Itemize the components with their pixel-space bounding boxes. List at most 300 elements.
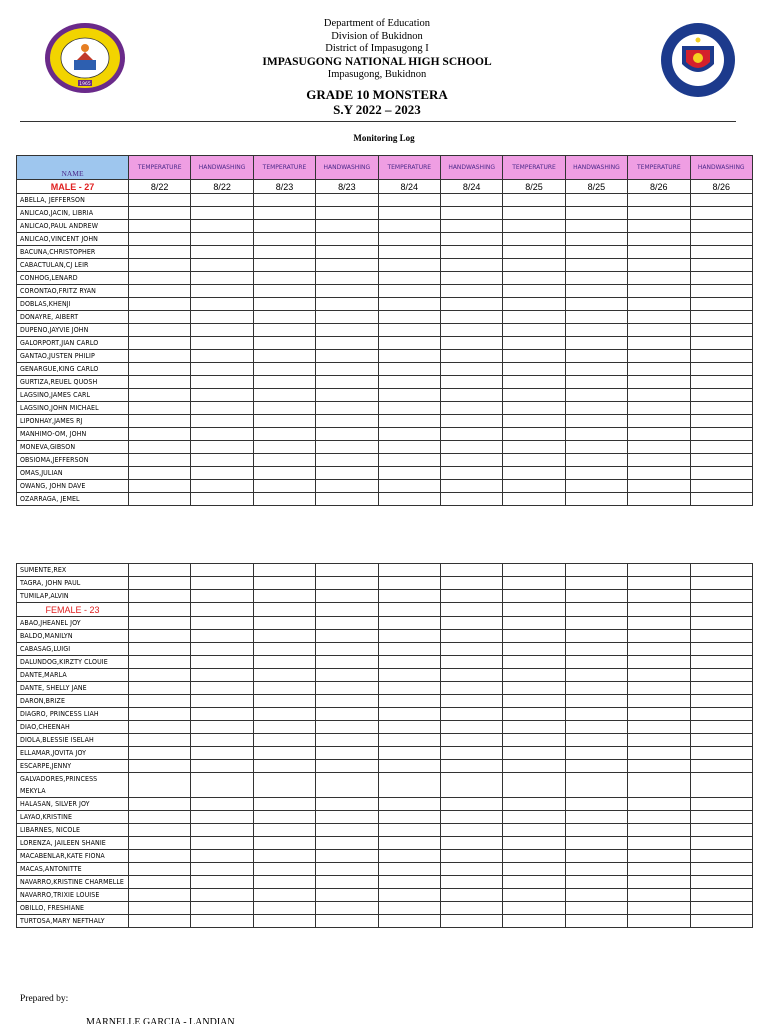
log-cell[interactable] — [565, 734, 627, 747]
log-cell[interactable] — [253, 915, 315, 928]
log-cell[interactable] — [378, 363, 440, 376]
log-cell[interactable] — [628, 760, 690, 773]
log-cell[interactable] — [129, 915, 191, 928]
log-cell[interactable] — [253, 493, 315, 506]
log-cell[interactable] — [378, 285, 440, 298]
log-cell[interactable] — [628, 915, 690, 928]
log-cell[interactable] — [129, 734, 191, 747]
log-cell[interactable] — [191, 798, 253, 811]
log-cell[interactable] — [378, 669, 440, 682]
log-cell[interactable] — [316, 760, 378, 773]
log-cell[interactable] — [378, 656, 440, 669]
log-cell[interactable] — [378, 747, 440, 760]
log-cell[interactable] — [253, 863, 315, 876]
log-cell[interactable] — [378, 480, 440, 493]
log-cell[interactable] — [690, 454, 752, 467]
log-cell[interactable] — [690, 577, 752, 590]
log-cell[interactable] — [440, 337, 502, 350]
log-cell[interactable] — [316, 798, 378, 811]
log-cell[interactable] — [690, 467, 752, 480]
log-cell[interactable] — [440, 590, 502, 603]
log-cell[interactable] — [316, 428, 378, 441]
log-cell[interactable] — [565, 760, 627, 773]
log-cell[interactable] — [565, 824, 627, 837]
log-cell[interactable] — [440, 721, 502, 734]
log-cell[interactable] — [191, 480, 253, 493]
log-cell[interactable] — [628, 747, 690, 760]
log-cell[interactable] — [378, 428, 440, 441]
log-cell[interactable] — [191, 747, 253, 760]
log-cell[interactable] — [690, 863, 752, 876]
log-cell[interactable] — [378, 259, 440, 272]
log-cell[interactable] — [503, 324, 565, 337]
log-cell[interactable] — [503, 850, 565, 863]
log-cell[interactable] — [690, 363, 752, 376]
log-cell[interactable] — [316, 682, 378, 695]
log-cell[interactable] — [191, 272, 253, 285]
log-cell[interactable] — [628, 428, 690, 441]
log-cell[interactable] — [253, 721, 315, 734]
log-cell[interactable] — [440, 493, 502, 506]
log-cell[interactable] — [378, 708, 440, 721]
log-cell[interactable] — [129, 656, 191, 669]
log-cell[interactable] — [690, 902, 752, 915]
log-cell[interactable] — [378, 734, 440, 747]
log-cell[interactable] — [253, 337, 315, 350]
log-cell[interactable] — [565, 669, 627, 682]
log-cell[interactable] — [378, 577, 440, 590]
log-cell[interactable] — [378, 837, 440, 850]
log-cell[interactable] — [316, 630, 378, 643]
log-cell[interactable] — [316, 590, 378, 603]
log-cell[interactable] — [378, 773, 440, 798]
log-cell[interactable] — [440, 298, 502, 311]
log-cell[interactable] — [253, 350, 315, 363]
log-cell[interactable] — [565, 863, 627, 876]
log-cell[interactable] — [690, 207, 752, 220]
log-cell[interactable] — [440, 311, 502, 324]
log-cell[interactable] — [378, 824, 440, 837]
log-cell[interactable] — [503, 233, 565, 246]
log-cell[interactable] — [191, 324, 253, 337]
log-cell[interactable] — [628, 324, 690, 337]
log-cell[interactable] — [628, 350, 690, 363]
log-cell[interactable] — [628, 863, 690, 876]
log-cell[interactable] — [690, 773, 752, 798]
log-cell[interactable] — [129, 760, 191, 773]
log-cell[interactable] — [628, 415, 690, 428]
log-cell[interactable] — [565, 493, 627, 506]
log-cell[interactable] — [378, 454, 440, 467]
log-cell[interactable] — [378, 876, 440, 889]
log-cell[interactable] — [191, 415, 253, 428]
log-cell[interactable] — [628, 876, 690, 889]
log-cell[interactable] — [316, 721, 378, 734]
log-cell[interactable] — [690, 798, 752, 811]
log-cell[interactable] — [690, 441, 752, 454]
log-cell[interactable] — [440, 285, 502, 298]
log-cell[interactable] — [628, 467, 690, 480]
log-cell[interactable] — [129, 298, 191, 311]
log-cell[interactable] — [316, 643, 378, 656]
log-cell[interactable] — [253, 324, 315, 337]
log-cell[interactable] — [440, 603, 502, 617]
log-cell[interactable] — [129, 617, 191, 630]
log-cell[interactable] — [253, 285, 315, 298]
log-cell[interactable] — [503, 734, 565, 747]
log-cell[interactable] — [565, 876, 627, 889]
log-cell[interactable] — [129, 246, 191, 259]
log-cell[interactable] — [440, 389, 502, 402]
log-cell[interactable] — [565, 337, 627, 350]
log-cell[interactable] — [253, 876, 315, 889]
log-cell[interactable] — [503, 467, 565, 480]
log-cell[interactable] — [440, 259, 502, 272]
log-cell[interactable] — [191, 630, 253, 643]
log-cell[interactable] — [690, 850, 752, 863]
log-cell[interactable] — [628, 734, 690, 747]
log-cell[interactable] — [191, 207, 253, 220]
log-cell[interactable] — [690, 194, 752, 207]
log-cell[interactable] — [129, 889, 191, 902]
log-cell[interactable] — [129, 590, 191, 603]
log-cell[interactable] — [378, 233, 440, 246]
log-cell[interactable] — [316, 480, 378, 493]
log-cell[interactable] — [628, 246, 690, 259]
log-cell[interactable] — [440, 850, 502, 863]
log-cell[interactable] — [503, 760, 565, 773]
log-cell[interactable] — [565, 350, 627, 363]
log-cell[interactable] — [378, 337, 440, 350]
log-cell[interactable] — [565, 454, 627, 467]
log-cell[interactable] — [565, 324, 627, 337]
log-cell[interactable] — [503, 656, 565, 669]
log-cell[interactable] — [690, 259, 752, 272]
log-cell[interactable] — [378, 721, 440, 734]
log-cell[interactable] — [690, 669, 752, 682]
log-cell[interactable] — [440, 441, 502, 454]
log-cell[interactable] — [440, 876, 502, 889]
log-cell[interactable] — [503, 337, 565, 350]
log-cell[interactable] — [503, 824, 565, 837]
log-cell[interactable] — [440, 220, 502, 233]
log-cell[interactable] — [440, 824, 502, 837]
log-cell[interactable] — [628, 773, 690, 798]
log-cell[interactable] — [378, 415, 440, 428]
log-cell[interactable] — [690, 721, 752, 734]
log-cell[interactable] — [690, 760, 752, 773]
log-cell[interactable] — [690, 656, 752, 669]
log-cell[interactable] — [690, 311, 752, 324]
log-cell[interactable] — [565, 259, 627, 272]
log-cell[interactable] — [316, 454, 378, 467]
log-cell[interactable] — [565, 837, 627, 850]
log-cell[interactable] — [129, 480, 191, 493]
log-cell[interactable] — [440, 656, 502, 669]
log-cell[interactable] — [191, 564, 253, 577]
log-cell[interactable] — [191, 682, 253, 695]
log-cell[interactable] — [191, 695, 253, 708]
log-cell[interactable] — [440, 695, 502, 708]
log-cell[interactable] — [253, 811, 315, 824]
log-cell[interactable] — [565, 311, 627, 324]
log-cell[interactable] — [129, 493, 191, 506]
log-cell[interactable] — [253, 773, 315, 798]
log-cell[interactable] — [628, 577, 690, 590]
log-cell[interactable] — [316, 350, 378, 363]
log-cell[interactable] — [316, 389, 378, 402]
log-cell[interactable] — [440, 402, 502, 415]
log-cell[interactable] — [690, 708, 752, 721]
log-cell[interactable] — [129, 603, 191, 617]
log-cell[interactable] — [565, 564, 627, 577]
log-cell[interactable] — [565, 656, 627, 669]
log-cell[interactable] — [440, 708, 502, 721]
log-cell[interactable] — [503, 603, 565, 617]
log-cell[interactable] — [503, 708, 565, 721]
log-cell[interactable] — [628, 564, 690, 577]
log-cell[interactable] — [129, 798, 191, 811]
log-cell[interactable] — [316, 577, 378, 590]
log-cell[interactable] — [378, 590, 440, 603]
log-cell[interactable] — [129, 747, 191, 760]
log-cell[interactable] — [253, 272, 315, 285]
log-cell[interactable] — [316, 467, 378, 480]
log-cell[interactable] — [440, 454, 502, 467]
log-cell[interactable] — [191, 773, 253, 798]
log-cell[interactable] — [565, 389, 627, 402]
log-cell[interactable] — [191, 734, 253, 747]
log-cell[interactable] — [690, 376, 752, 389]
log-cell[interactable] — [316, 564, 378, 577]
log-cell[interactable] — [191, 389, 253, 402]
log-cell[interactable] — [253, 695, 315, 708]
log-cell[interactable] — [503, 617, 565, 630]
log-cell[interactable] — [378, 272, 440, 285]
log-cell[interactable] — [378, 564, 440, 577]
log-cell[interactable] — [191, 721, 253, 734]
log-cell[interactable] — [628, 630, 690, 643]
log-cell[interactable] — [129, 630, 191, 643]
log-cell[interactable] — [191, 656, 253, 669]
log-cell[interactable] — [565, 643, 627, 656]
log-cell[interactable] — [316, 850, 378, 863]
log-cell[interactable] — [628, 480, 690, 493]
log-cell[interactable] — [129, 695, 191, 708]
log-cell[interactable] — [378, 389, 440, 402]
log-cell[interactable] — [191, 915, 253, 928]
log-cell[interactable] — [253, 363, 315, 376]
log-cell[interactable] — [565, 902, 627, 915]
log-cell[interactable] — [129, 811, 191, 824]
log-cell[interactable] — [440, 428, 502, 441]
log-cell[interactable] — [440, 324, 502, 337]
log-cell[interactable] — [191, 590, 253, 603]
log-cell[interactable] — [440, 915, 502, 928]
log-cell[interactable] — [253, 747, 315, 760]
log-cell[interactable] — [440, 564, 502, 577]
log-cell[interactable] — [253, 246, 315, 259]
log-cell[interactable] — [191, 708, 253, 721]
log-cell[interactable] — [440, 669, 502, 682]
log-cell[interactable] — [565, 207, 627, 220]
log-cell[interactable] — [503, 194, 565, 207]
log-cell[interactable] — [129, 721, 191, 734]
log-cell[interactable] — [690, 493, 752, 506]
log-cell[interactable] — [253, 402, 315, 415]
log-cell[interactable] — [378, 630, 440, 643]
log-cell[interactable] — [378, 246, 440, 259]
log-cell[interactable] — [253, 220, 315, 233]
log-cell[interactable] — [628, 233, 690, 246]
log-cell[interactable] — [440, 798, 502, 811]
log-cell[interactable] — [253, 467, 315, 480]
log-cell[interactable] — [440, 747, 502, 760]
log-cell[interactable] — [129, 863, 191, 876]
log-cell[interactable] — [565, 721, 627, 734]
log-cell[interactable] — [503, 246, 565, 259]
log-cell[interactable] — [191, 441, 253, 454]
log-cell[interactable] — [440, 467, 502, 480]
log-cell[interactable] — [253, 233, 315, 246]
log-cell[interactable] — [503, 837, 565, 850]
log-cell[interactable] — [690, 415, 752, 428]
log-cell[interactable] — [129, 577, 191, 590]
log-cell[interactable] — [129, 902, 191, 915]
log-cell[interactable] — [503, 682, 565, 695]
log-cell[interactable] — [316, 824, 378, 837]
log-cell[interactable] — [565, 590, 627, 603]
log-cell[interactable] — [378, 682, 440, 695]
log-cell[interactable] — [628, 441, 690, 454]
log-cell[interactable] — [628, 259, 690, 272]
log-cell[interactable] — [503, 747, 565, 760]
log-cell[interactable] — [253, 376, 315, 389]
log-cell[interactable] — [565, 246, 627, 259]
log-cell[interactable] — [316, 837, 378, 850]
log-cell[interactable] — [503, 480, 565, 493]
log-cell[interactable] — [503, 376, 565, 389]
log-cell[interactable] — [690, 298, 752, 311]
log-cell[interactable] — [503, 350, 565, 363]
log-cell[interactable] — [253, 415, 315, 428]
log-cell[interactable] — [378, 617, 440, 630]
log-cell[interactable] — [503, 902, 565, 915]
log-cell[interactable] — [253, 564, 315, 577]
log-cell[interactable] — [191, 824, 253, 837]
log-cell[interactable] — [316, 863, 378, 876]
log-cell[interactable] — [316, 617, 378, 630]
log-cell[interactable] — [690, 402, 752, 415]
log-cell[interactable] — [316, 259, 378, 272]
log-cell[interactable] — [440, 480, 502, 493]
log-cell[interactable] — [628, 656, 690, 669]
log-cell[interactable] — [191, 363, 253, 376]
log-cell[interactable] — [690, 603, 752, 617]
log-cell[interactable] — [316, 298, 378, 311]
log-cell[interactable] — [253, 480, 315, 493]
log-cell[interactable] — [565, 915, 627, 928]
log-cell[interactable] — [628, 837, 690, 850]
log-cell[interactable] — [565, 415, 627, 428]
log-cell[interactable] — [503, 402, 565, 415]
log-cell[interactable] — [440, 194, 502, 207]
log-cell[interactable] — [628, 721, 690, 734]
log-cell[interactable] — [378, 194, 440, 207]
log-cell[interactable] — [316, 415, 378, 428]
log-cell[interactable] — [628, 590, 690, 603]
log-cell[interactable] — [253, 643, 315, 656]
log-cell[interactable] — [191, 863, 253, 876]
log-cell[interactable] — [503, 298, 565, 311]
log-cell[interactable] — [690, 630, 752, 643]
log-cell[interactable] — [628, 682, 690, 695]
log-cell[interactable] — [378, 643, 440, 656]
log-cell[interactable] — [503, 493, 565, 506]
log-cell[interactable] — [129, 363, 191, 376]
log-cell[interactable] — [503, 311, 565, 324]
log-cell[interactable] — [129, 876, 191, 889]
log-cell[interactable] — [129, 337, 191, 350]
log-cell[interactable] — [628, 617, 690, 630]
log-cell[interactable] — [191, 876, 253, 889]
log-cell[interactable] — [129, 324, 191, 337]
log-cell[interactable] — [253, 428, 315, 441]
log-cell[interactable] — [628, 824, 690, 837]
log-cell[interactable] — [191, 889, 253, 902]
log-cell[interactable] — [378, 850, 440, 863]
log-cell[interactable] — [129, 682, 191, 695]
log-cell[interactable] — [690, 428, 752, 441]
log-cell[interactable] — [316, 220, 378, 233]
log-cell[interactable] — [191, 617, 253, 630]
log-cell[interactable] — [129, 272, 191, 285]
log-cell[interactable] — [690, 220, 752, 233]
log-cell[interactable] — [503, 669, 565, 682]
log-cell[interactable] — [628, 798, 690, 811]
log-cell[interactable] — [191, 760, 253, 773]
log-cell[interactable] — [628, 389, 690, 402]
log-cell[interactable] — [378, 298, 440, 311]
log-cell[interactable] — [628, 285, 690, 298]
log-cell[interactable] — [503, 811, 565, 824]
log-cell[interactable] — [378, 350, 440, 363]
log-cell[interactable] — [440, 363, 502, 376]
log-cell[interactable] — [565, 708, 627, 721]
log-cell[interactable] — [378, 902, 440, 915]
log-cell[interactable] — [503, 630, 565, 643]
log-cell[interactable] — [316, 773, 378, 798]
log-cell[interactable] — [440, 415, 502, 428]
log-cell[interactable] — [565, 630, 627, 643]
log-cell[interactable] — [191, 902, 253, 915]
log-cell[interactable] — [378, 889, 440, 902]
log-cell[interactable] — [565, 285, 627, 298]
log-cell[interactable] — [253, 577, 315, 590]
log-cell[interactable] — [378, 220, 440, 233]
log-cell[interactable] — [316, 285, 378, 298]
log-cell[interactable] — [316, 811, 378, 824]
log-cell[interactable] — [316, 708, 378, 721]
log-cell[interactable] — [503, 773, 565, 798]
log-cell[interactable] — [628, 194, 690, 207]
log-cell[interactable] — [253, 837, 315, 850]
log-cell[interactable] — [565, 233, 627, 246]
log-cell[interactable] — [690, 876, 752, 889]
log-cell[interactable] — [129, 428, 191, 441]
log-cell[interactable] — [440, 272, 502, 285]
log-cell[interactable] — [191, 376, 253, 389]
